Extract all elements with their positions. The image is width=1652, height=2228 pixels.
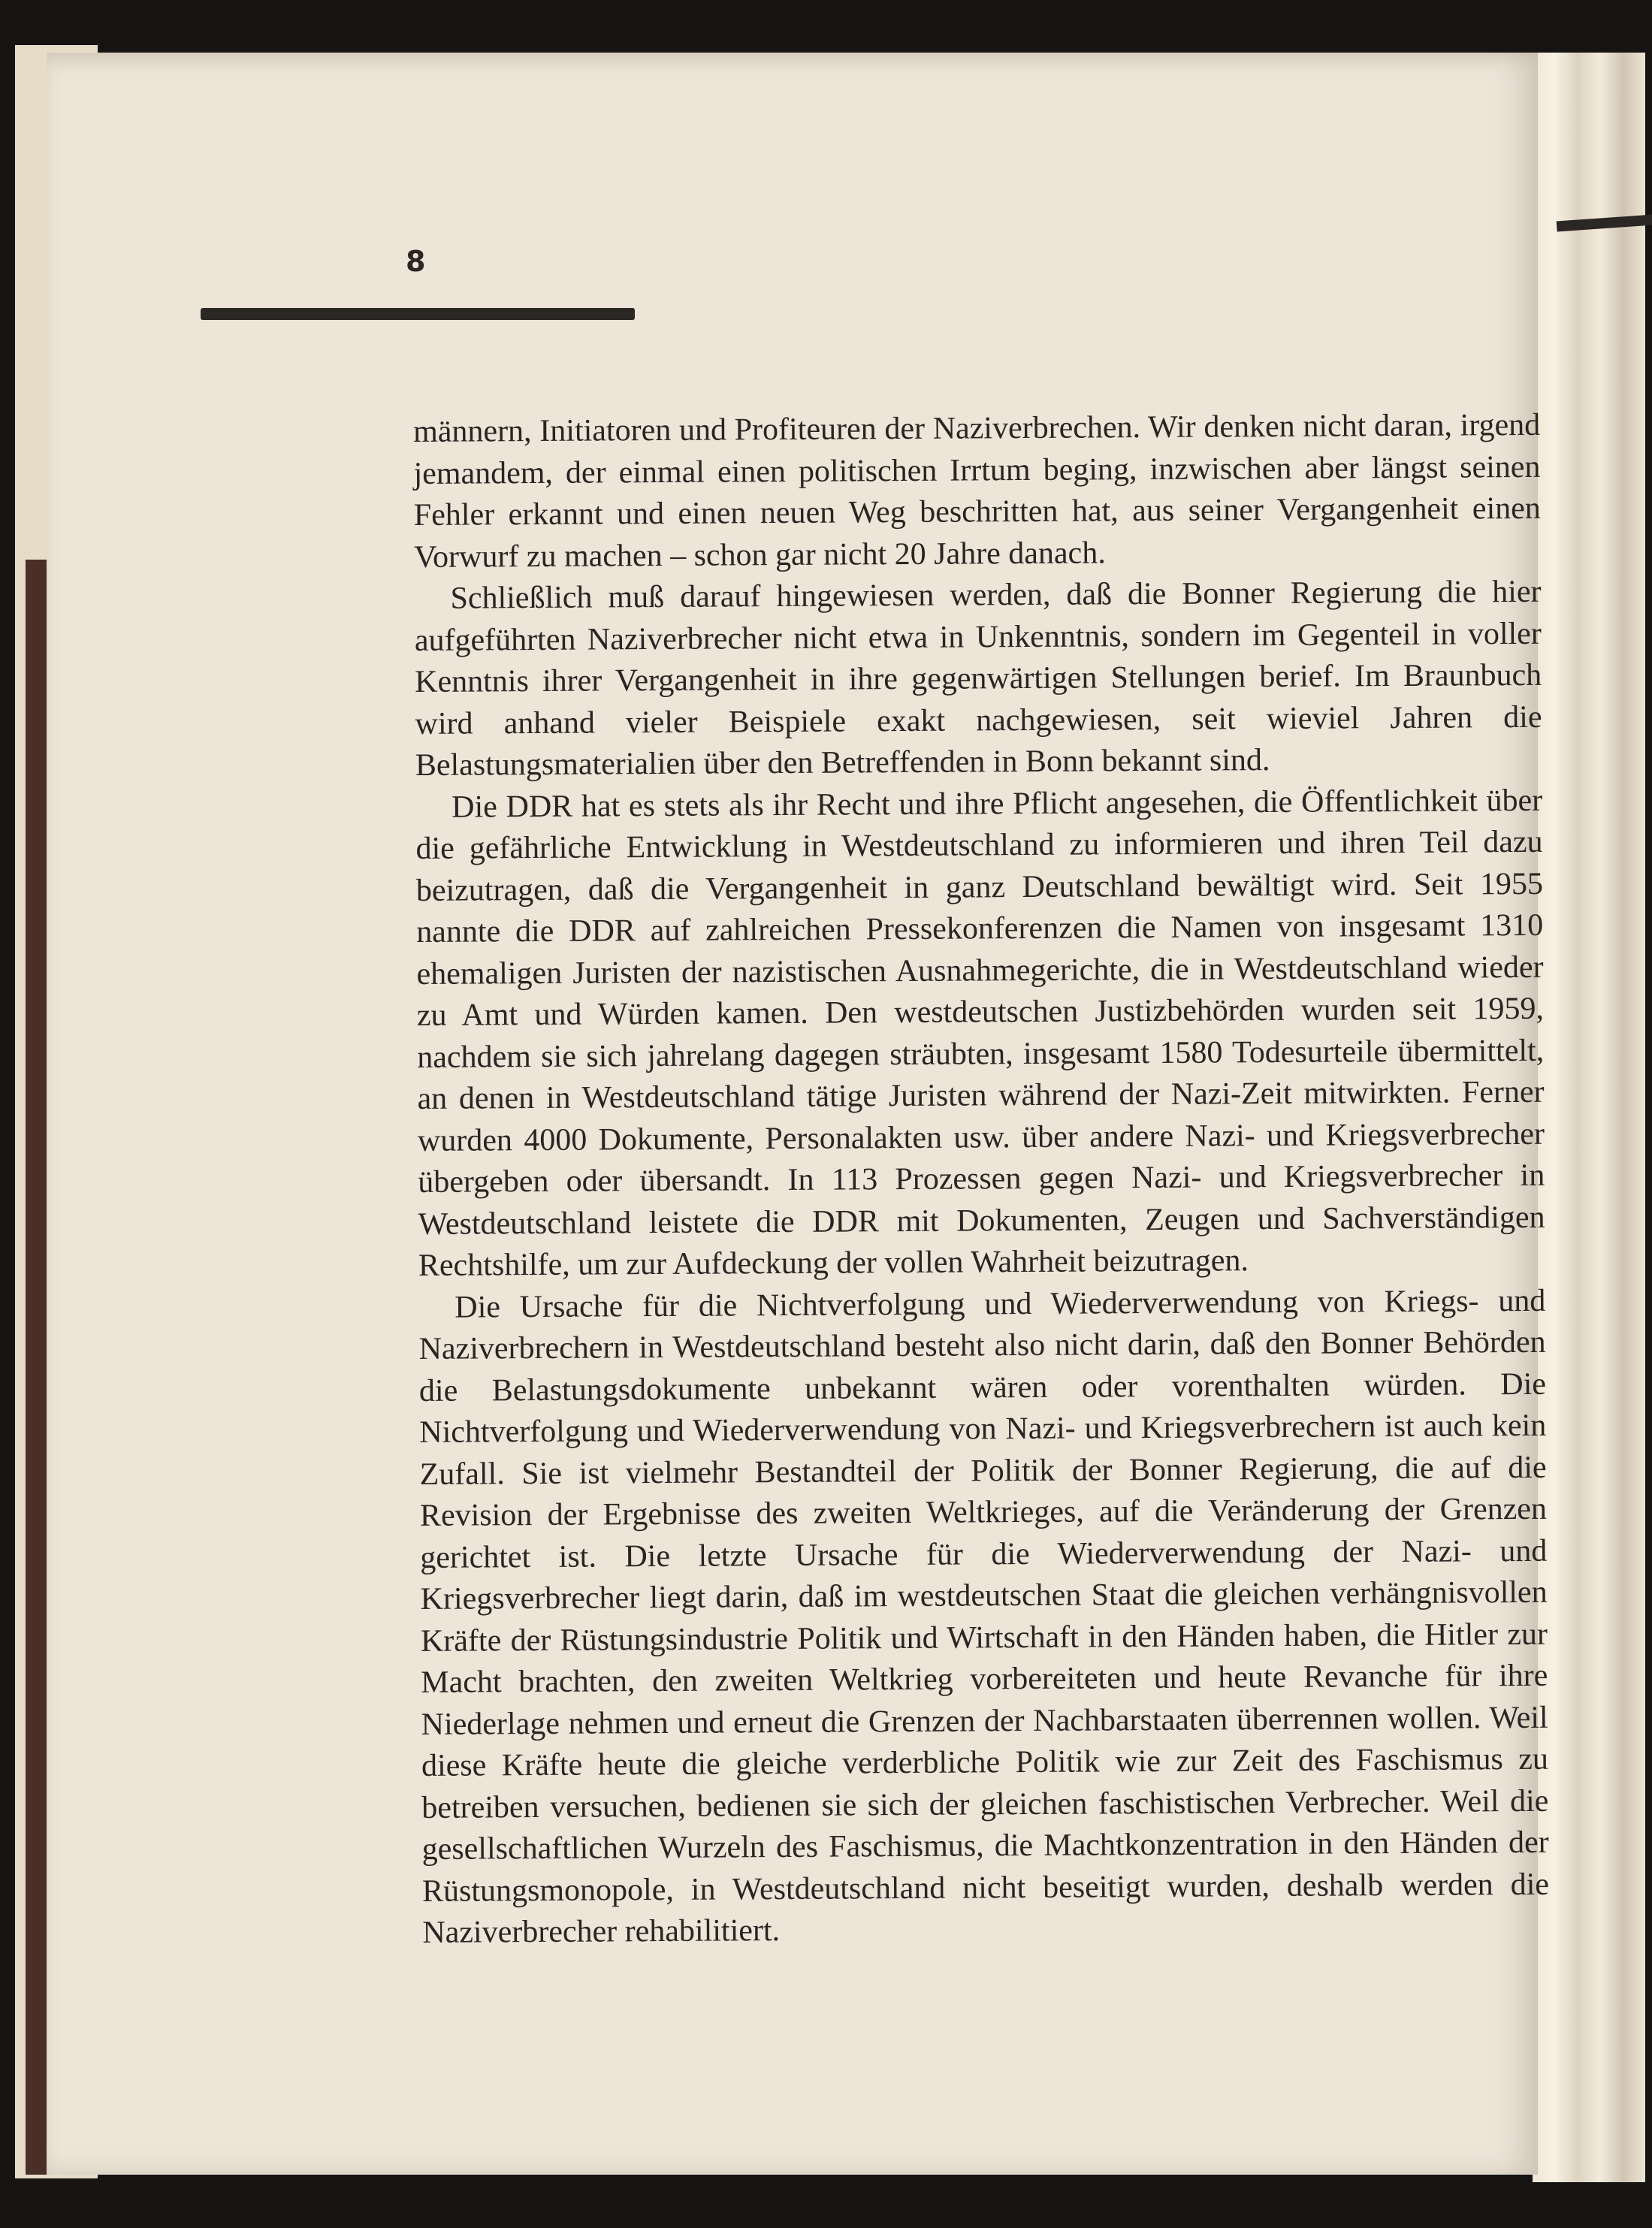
paragraph: männern, Initiatoren und Profiteuren der Naziverbrechen. Wir denken nicht daran, irgend jemandem, der einmal einen politischen Irrtum beging, inzwischen aber längst seinen Fehler erkannt und einen neuen Weg beschritten hat, aus seiner Vergangenheit einen Vorwurf zu machen – schon gar nicht 20 Jahre danach.: [413, 407, 1541, 575]
paragraph: Schließlich muß darauf hingewiesen werden, daß die Bonner Regierung die hier aufgeführten Naziverbrecher nicht etwa in Unkenntnis, sondern im Gegenteil in voller Kenntnis ihrer Vergangenheit in ihre gegenwärtigen Stellungen berief. Im Braunbuch wird anhand vieler Beispiele exakt nachgewiesen, seit wieviel Jahren die Belastungsmaterialien über den Betreffenden in Bonn bekannt sind.: [414, 574, 1542, 783]
page-stack-edge: [1533, 53, 1645, 2182]
page-number: 8: [406, 245, 426, 278]
body-text: [413, 405, 1550, 1955]
paragraph: Die Ursache für die Nichtverfolgung und Wiederverwendung von Kriegs- und Naziverbrechern in Westdeutschland besteht also nicht darin, daß den Bonner Behörden die Belastungsdokumente unbekannt wären oder vorenthalten würden. Die Nichtverfolgung und Wiederverwendung von Nazi- und Kriegsverbrechern ist auch kein Zufall. Sie ist vielmehr Bestandteil der Politik der Bonner Regierung, die auf die Revision der Ergebnisse des zweiten Weltkrieges, auf die Veränderung der Grenzen gerichtet ist. Die letzte Ursache für die Wiederverwendung der Nazi- und Kriegsverbrecher liegt darin, daß im westdeutschen Staat die gleichen verhängnisvollen Kräfte der Rüstungsindustrie Politik und Wirtschaft in den Händen haben, die Hitler zur Macht brachten, den zweiten Weltkrieg vorbereiteten und heute Revanche für ihre Niederlage nehmen und erneut die Grenzen der Nachbarstaaten überrennen wollen. Weil diese Kräfte heute die gleiche verderbliche Politik wie zur Zeit des Faschismus zu betreiben versuchen, bedienen sie sich der gleichen faschistischen Verbrecher. Weil die gesellschaftlichen Wurzeln des Faschismus, die Machtkonzentration in den Händen der Rüstungsmonopole, in Westdeutschland nicht beseitigt wurden, deshalb werden die Naziverbrecher rehabilitiert.: [418, 1283, 1550, 1950]
paragraph: Die DDR hat es stets als ihr Recht und ihre Pflicht angesehen, die Öffentlichkeit über die gefährliche Entwicklung in Westdeutschland zu informieren und ihren Teil dazu beizutragen, daß die Vergangenheit in ganz Deutschland bewältigt wird. Seit 1955 nannte die DDR auf zahlreichen Pressekonferenzen die Namen von insgesamt 1310 ehemaligen Juristen der nazistischen Ausnahmegerichte, die in Westdeutschland wieder zu Amt und Würden kamen. Den westdeutschen Justizbehörden wurden seit 1959, nachdem sie sich jahrelang dagegen sträubten, insgesamt 1580 Todesurteile übermittelt, an denen in Westdeutschland tätige Juristen während der Nazi-Zeit mitwirkten. Ferner wurden 4000 Dokumente, Personalakten usw. über andere Nazi- und Kriegsverbrecher übergeben oder übersandt. In 113 Prozessen gegen Nazi- und Kriegsverbrecher in Westdeutschland leistete die DDR mit Dokumenten, Zeugen und Sachverständigen Rechtshilfe, um zur Aufdeckung der vollen Wahrheit beizutragen.: [415, 783, 1545, 1283]
book-page: [47, 53, 1550, 2175]
header-rule: [201, 308, 635, 320]
